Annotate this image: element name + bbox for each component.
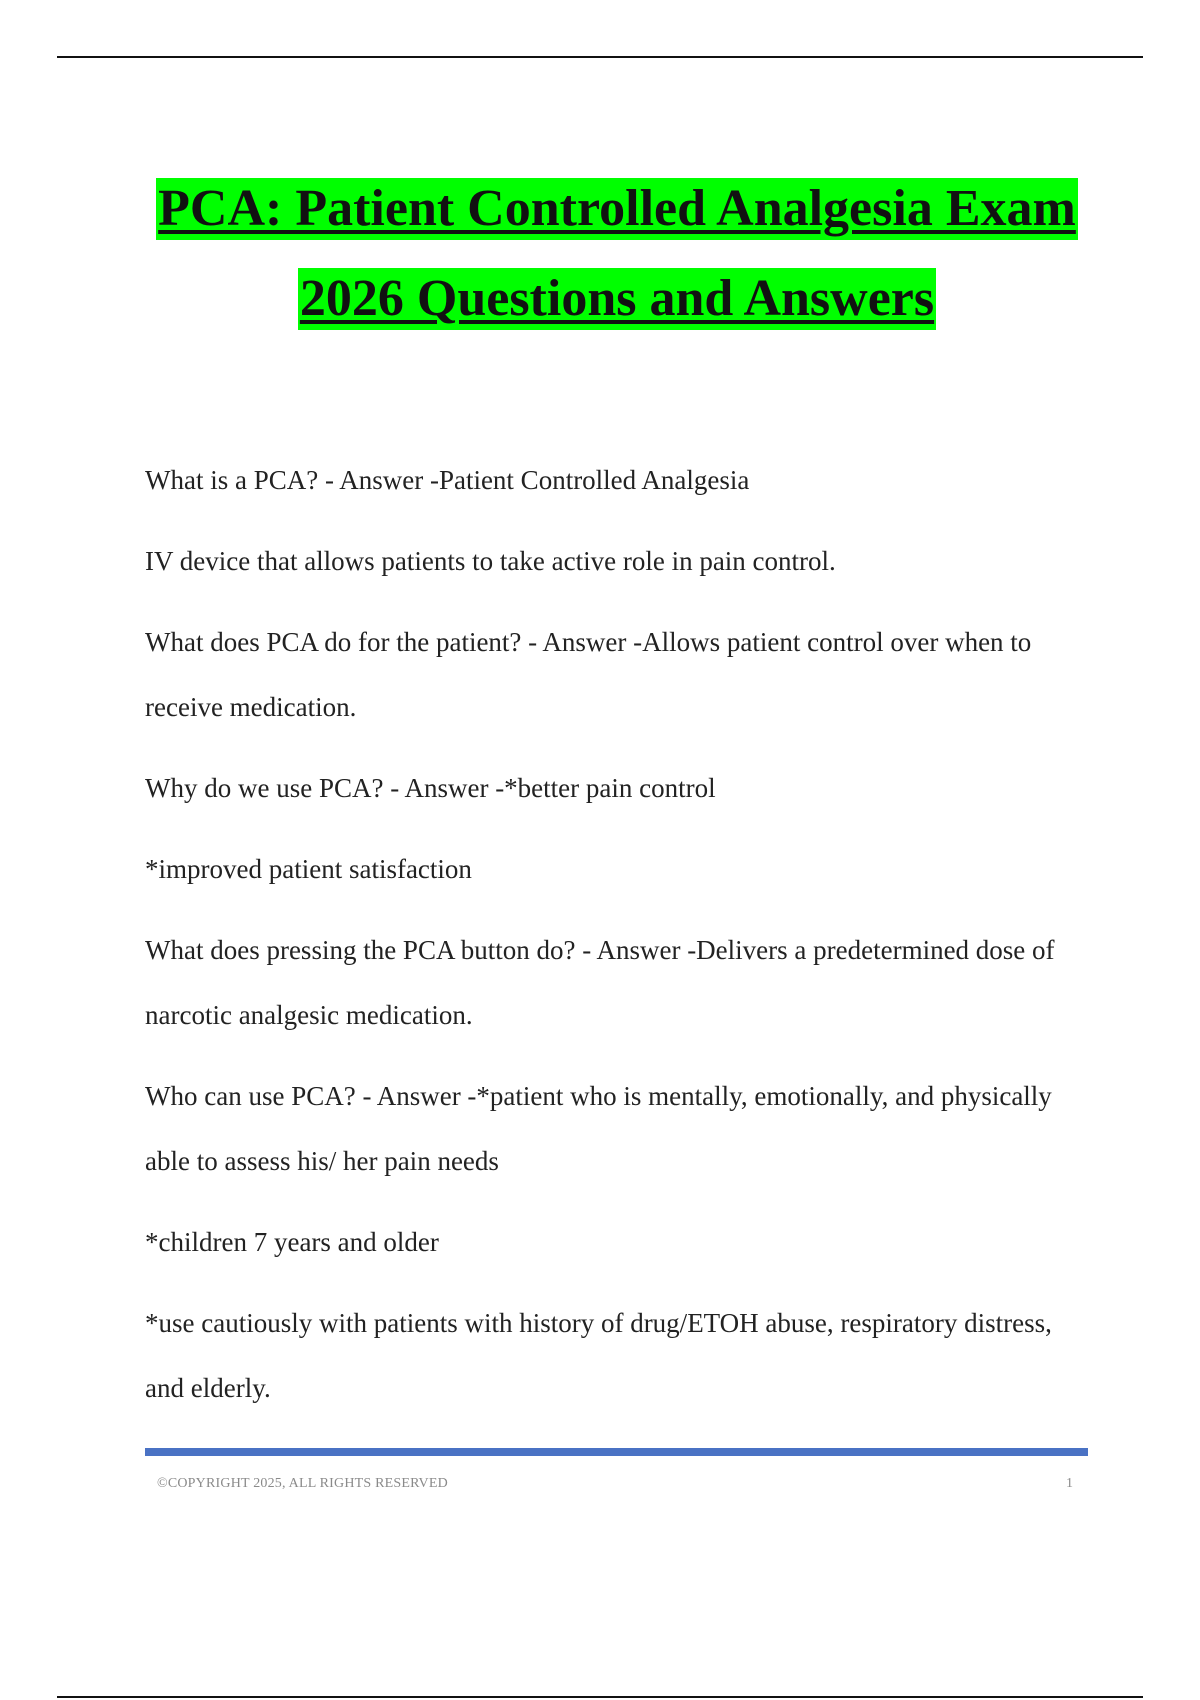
paragraph: Why do we use PCA? - Answer -*better pain control: [145, 773, 716, 803]
paragraph: IV device that allows patients to take active role in pain control.: [145, 546, 836, 576]
paragraph: Who can use PCA? - Answer -*patient who is mentally, emotionally, and physically able to assess his/ her pain needs: [145, 1081, 1052, 1176]
copyright-text: ©COPYRIGHT 2025, ALL RIGHTS RESERVED: [157, 1476, 448, 1491]
paragraph: *improved patient satisfaction: [145, 854, 472, 884]
paragraph: What does PCA do for the patient? - Answer -Allows patient control over when to receive medication.: [145, 627, 1032, 722]
top-rule: [57, 56, 1143, 58]
title-line-1: PCA: Patient Controlled Analgesia Exam: [156, 178, 1078, 240]
footer-bar: [145, 1448, 1088, 1456]
paragraph: What does pressing the PCA button do? - Answer -Delivers a predetermined dose of narcotic analgesic medication.: [145, 935, 1055, 1030]
bottom-rule: [57, 1696, 1143, 1698]
page-number: 1: [1066, 1476, 1073, 1491]
title-line-2: 2026 Questions and Answers: [298, 268, 936, 330]
document-body: [145, 448, 1090, 1437]
document-title: [0, 178, 1200, 330]
paragraph: *children 7 years and older: [145, 1227, 439, 1257]
paragraph: *use cautiously with patients with history of drug/ETOH abuse, respiratory distress, and elderly.: [145, 1308, 1052, 1403]
paragraph: What is a PCA? - Answer -Patient Controlled Analgesia: [145, 465, 750, 495]
